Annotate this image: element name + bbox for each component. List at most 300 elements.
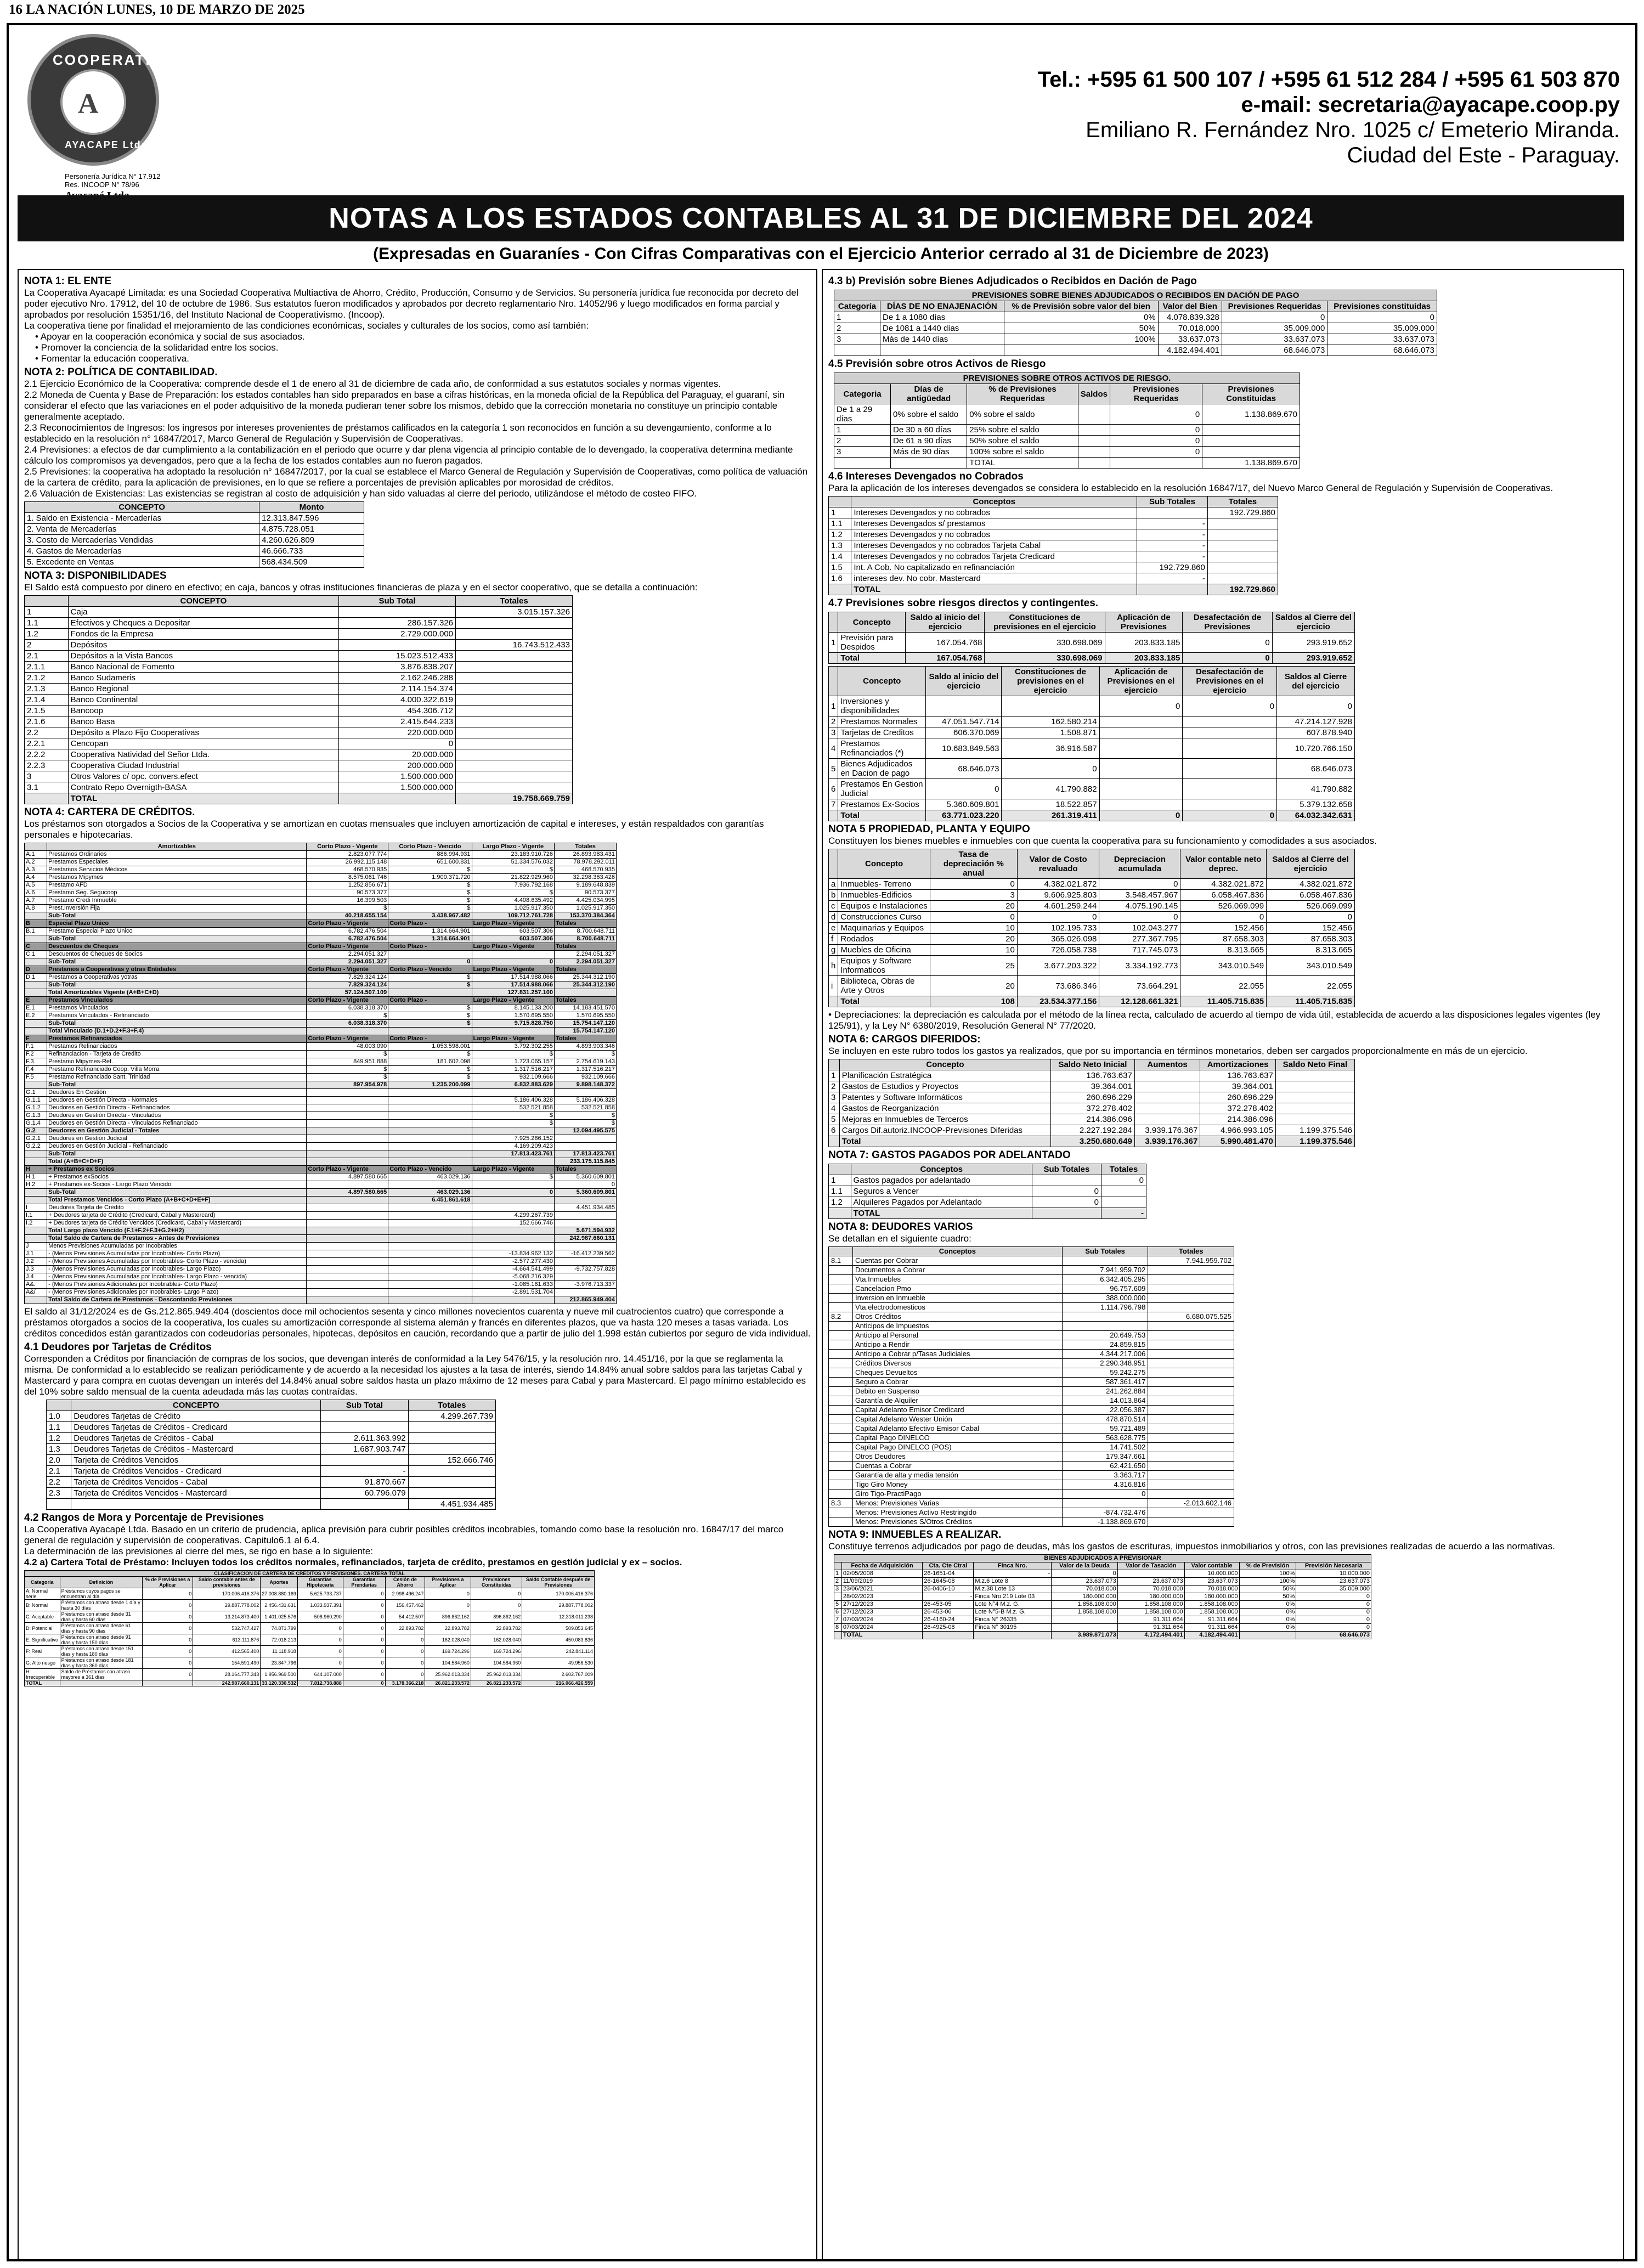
table-cell: Banco Continental [68,695,338,706]
table-cell [880,345,1004,356]
table-cell: 11/09/2019 [841,1578,922,1586]
table-cell: 4.897.580.665 [307,1174,388,1181]
table-cell: 6.832.883.629 [472,1081,554,1089]
table-cell: Finca N° 30195 [974,1624,1052,1632]
table-cell [321,1499,408,1510]
table-row [829,633,1355,653]
table-cell: Cheques Devueltos [852,1368,1062,1378]
table-cell: Total Saldo de Cartera de Prestamos - Descontando Previsiones [47,1296,307,1304]
table-header-row [834,384,1300,404]
column-header: Constituciones de previsiones en el ejercicio [1002,667,1099,696]
column-header: Totales [1101,1164,1146,1175]
table-cell: Prestamo Refinanciado Coop. Villa Morra [47,1066,307,1074]
table-cell: 9.606.925.803 [1017,890,1099,901]
table-row [25,1680,595,1686]
table-cell [472,1204,554,1212]
table-cell: 17.514.988.066 [472,981,554,989]
table-cell: 0 [343,1588,385,1600]
table-cell: 10.683.849.563 [926,738,1002,759]
table-cell [1275,1081,1354,1092]
table-cell: 6 [829,779,838,799]
table-cell: A.4 [25,874,47,882]
table-cell [388,1250,472,1258]
table-cell [1148,1331,1234,1340]
table-cell: - [974,1570,1052,1578]
table-cell: TOTAL [851,584,1137,595]
table-cell: - [1101,1208,1146,1219]
table-cell: 90.573.377 [555,889,617,897]
table-cell [1099,799,1183,810]
table-cell: Capital Adelanto Emisor Credicard [852,1406,1062,1415]
table-cell: 26-4160-24 [923,1616,974,1624]
table-cell [307,1250,388,1258]
table-cell [307,1150,388,1158]
column-header [829,849,838,879]
table-cell: 1.687.903.747 [321,1444,408,1455]
table-cell: 1. Saldo en Existencia - Mercaderías [25,513,259,524]
table-row [25,1104,617,1112]
table-cell: Total [838,653,906,664]
column-header: % de Previsiones a Aplicar [143,1577,193,1588]
table-cell [25,1197,47,1204]
table-cell: Finca Nro.219 Lote 03 [974,1593,1052,1601]
table-row [829,1434,1234,1443]
table-cell: 260.696.229 [1200,1092,1276,1103]
table-row [25,920,617,928]
table-cell [388,1296,472,1304]
table-cell: 5. Excedente en Ventas [25,557,259,568]
column-header: Totales [1148,1247,1234,1256]
table-cell [1137,507,1208,518]
table-cell [388,1143,472,1150]
table-cell: + Prestamos exSocios [47,1174,307,1181]
table-cell: De 61 a 90 días [891,436,967,447]
table-row [829,1378,1234,1387]
table-cell: 22.055 [1180,976,1267,996]
table-row [829,1266,1234,1275]
note-4-1-text: Corresponden a Créditos por financiación de compras de los socios, que devengan interés de conformidad a la Ley 5476/15, y la resolución nro. 14.451/16, por la que se reglamenta la misma. De conformidad a lo establecido se realizan periódicamente y de acuerdo a la necesidad los ajustes a la tasa de interés, siendo 14.84% anual sobre saldos para las tarjetas Cabal y Mastercard y para compra en cuotas devengan un interés del 14.84% anual sobre saldos hasta un plazo máximo de 12 meses para Cabal y para Mastercard. El pago mínimo establecido es del 10% sobre saldo mensual de la cuenta adeudada más las cuotas contraídas. [24,1353,806,1397]
table-cell [829,1480,853,1490]
table-cell: Deudores en Gestión Directa - Normales [47,1097,307,1104]
table-cell: 26-453-05 [923,1601,974,1609]
table-cell: 7 [834,1616,842,1624]
table-cell: Alquileres Pagados por Adelantado [851,1197,1032,1208]
table-cell: 2.2 [47,1477,71,1488]
table-cell: Deudores Tarjetas de Crédito [71,1411,321,1422]
table-cell: Prestamos Ex-Socios [838,799,926,810]
table-cell [555,1135,617,1143]
table-cell: 102.043.277 [1099,923,1180,934]
table-cell: 39.364.001 [1200,1081,1276,1092]
table-cell [388,1212,472,1220]
gastos-adelantados-table [828,1164,1146,1219]
table-row [25,662,573,673]
phone-numbers: Tel.: +595 61 500 107 / +595 61 512 284 / +595 61 503 870 [1037,67,1620,92]
table-cell: Seguro a Cobrar [852,1378,1062,1387]
table-cell: 59.721.489 [1062,1424,1148,1434]
table-cell [456,684,573,695]
column-header: Saldo al inicio del ejercicio [906,612,985,633]
table-cell [1099,727,1183,738]
table-cell: 4.075.190.145 [1099,901,1180,912]
table-cell: $ [388,1020,472,1028]
table-cell [829,1322,853,1331]
table-cell: A.5 [25,882,47,889]
table-cell: 1.3 [829,540,851,551]
table-cell: 25.344.312.190 [555,974,617,981]
table-cell: 78.978.292.011 [555,859,617,866]
table-cell: 7.936.792.168 [472,882,554,889]
table-row [834,404,1300,425]
table-cell: 96.757.609 [1062,1284,1148,1294]
table-cell: I.2 [25,1220,47,1227]
table-cell: 20 [930,934,1017,945]
table-cell: Intereses Devengados y no cobrados [851,507,1137,518]
table-cell: 91.870.667 [321,1477,408,1488]
table-row [829,1275,1234,1284]
column-header: Valor de Tasación [1117,1562,1184,1570]
table-row [47,1477,496,1488]
table-cell [1110,458,1202,469]
column-header [25,596,69,607]
table-cell: 4.299.267.739 [472,1212,554,1220]
table-cell [1183,759,1277,779]
table-cell: 33.637.073 [1222,334,1327,345]
table-row [829,573,1278,584]
table-cell [1148,1303,1234,1312]
table-cell: 7.829.324.124 [307,981,388,989]
table-cell: 2.2 [25,727,69,738]
column-header: Aportes [261,1577,298,1588]
table-cell: A.8 [25,905,47,912]
table-cell: Banco Sudameris [68,673,338,684]
table-cell: Corto Plazo - Vigente [307,1166,388,1174]
table-cell: 0 [1101,1175,1146,1186]
table-cell: 41.790.882 [1277,779,1355,799]
table-cell: Deudores Tarjetas de Créditos - Mastercard [71,1444,321,1455]
table-row [25,1174,617,1181]
table-cell: Inmuebles-Edificios [838,890,930,901]
table-cell: 4.966.993.105 [1200,1125,1276,1136]
newspaper-masthead: 16 LA NACIÓN LUNES, 10 DE MARZO DE 2025 [9,2,305,17]
table-caption: PREVISIONES SOBRE OTROS ACTIVOS DE RIESGO. [834,373,1300,384]
table-cell: $ [388,1066,472,1074]
table-row [47,1455,496,1466]
table-cell [388,1266,472,1273]
table-cell: Otros Deudores [852,1452,1062,1462]
note-2-paragraph: 2.2 Moneda de Cuenta y Base de Preparación: los estados contables han sido preparados en base a cifras históricas, en la moneda oficial de la República del Paraguay, el guaraní, sin considerar el efecto que las variaciones en el poder adquisitivo de la moneda pudieran tener sobre los mismos, debido que la corrección monetaria no constituye un principio contable generalmente aceptado. [24,390,785,422]
table-cell: 180.000.000 [1117,1593,1184,1601]
table-cell: 26-1651-04 [923,1570,974,1578]
table-cell: - (Menos Previsiones Adicionales por Incobrables- Corto Plazo) [47,1281,307,1289]
table-cell: Deudores en Gestión Directa - Vinculados Refinanciado [47,1120,307,1127]
table-row [834,425,1300,436]
table-cell: 0 [1183,696,1277,716]
table-cell: 11.118.918 [261,1646,298,1657]
table-cell: 508.960.290 [297,1611,343,1623]
table-cell [1183,727,1277,738]
table-row [25,1646,595,1657]
table-cell: Cuentas por Cobrar [852,1256,1062,1266]
table-cell: 1.025.917.350 [472,905,554,912]
table-cell: Lote N°5-B M.z. G. [974,1609,1052,1616]
table-cell: $ [555,1112,617,1120]
column-header: Largo Plazo - Vigente [472,843,554,851]
table-row [47,1466,496,1477]
table-cell: 2.1 [25,651,69,662]
table-row [25,1289,617,1296]
table-row [834,323,1437,334]
table-cell: 70.018.000 [1158,323,1222,334]
note-1-heading: NOTA 1: EL ENTE [24,275,112,287]
table-cell [1148,1415,1234,1424]
table-cell: Biblioteca, Obras de Arte y Otros [838,976,930,996]
table-cell: 10.720.766.150 [1277,738,1355,759]
table-cell: 154.591.490 [193,1657,261,1669]
table-cell: 49.956.530 [522,1657,595,1669]
table-row [829,1499,1234,1508]
table-cell: 15.754.147.120 [555,1028,617,1035]
table-row [829,696,1355,716]
table-cell: 20.000.000 [339,749,456,760]
tarjetas-table [46,1400,496,1510]
table-cell [1099,716,1183,727]
table-cell: 0 [385,1634,425,1646]
table-cell: 6.038.318.370 [307,1020,388,1028]
table-cell [1062,1499,1148,1508]
column-header: Conceptos [852,1247,1062,1256]
table-cell: Depósito a Plazo Fijo Cooperativas [68,727,338,738]
table-cell: Préstamos con atraso desde 1 día y hasta 30 días [60,1600,143,1611]
table-row [834,1632,1371,1639]
table-cell: 90.573.377 [307,889,388,897]
table-cell [829,1284,853,1294]
table-cell [1134,1092,1200,1103]
table-cell: 3.876.838.207 [339,662,456,673]
table-cell: $ [388,1051,472,1058]
table-cell: 509.853.645 [522,1623,595,1634]
table-cell [388,1089,472,1097]
table-cell: 5.360.609.801 [555,1174,617,1181]
table-cell: -1.138.869.670 [1062,1517,1148,1527]
table-cell: 0 [343,1600,385,1611]
table-row [25,1020,617,1028]
table-cell: 242.987.660.131 [555,1235,617,1243]
table-cell [1099,759,1183,779]
table-cell: Préstamos con atraso desde 61 días y hasta 90 días [60,1623,143,1634]
table-row [25,1669,595,1680]
table-cell: 0 [297,1646,343,1657]
table-cell: 1.401.025.576 [261,1611,298,1623]
table-cell: 6.038.318.370 [307,1005,388,1012]
table-cell: Int. A Cob. No capitalizado en refinanciación [851,562,1137,573]
table-cell: Prestamos a Cooperativas y otras Entidades [47,966,307,974]
table-cell: J.3 [25,1266,47,1273]
table-row [25,771,573,782]
table-cell [321,1422,408,1433]
table-cell [1148,1322,1234,1331]
table-cell: 3.548.457.967 [1099,890,1180,901]
table-cell [1148,1490,1234,1499]
left-column [18,269,817,2260]
table-cell: Totales [555,943,617,951]
table-cell: 22.893.782 [425,1623,471,1634]
table-cell [1148,1340,1234,1350]
table-cell: 0 [1277,696,1355,716]
table-cell: 8.145.133.200 [472,1005,554,1012]
table-cell: Tigo Giro Money [852,1480,1062,1490]
table-row [25,989,617,997]
table-cell: Tarjeta de Créditos Vencidos [71,1455,321,1466]
table-cell: Corto Plazo - [388,997,472,1005]
table-cell: Equipos e Instalaciones [838,901,930,912]
table-cell: 2.2.3 [25,760,69,771]
column-header: Totales [555,843,617,851]
table-cell: Cargos Dif.autoriz.INCOOP-Previsiones Diferidas [839,1125,1050,1136]
table-cell: Capital Pago DINELCO (POS) [852,1443,1062,1452]
table-cell: 1.858.108.000 [1117,1601,1184,1609]
table-cell: -4.664.541.499 [472,1266,554,1273]
column-header: Saldos al Cierre del ejercicio [1277,667,1355,696]
table-cell [60,1680,143,1686]
table-cell: 11.405.715.835 [1180,996,1267,1007]
table-cell: Giro Tigo-PractiPago [852,1490,1062,1499]
table-cell: TOTAL [841,1632,922,1639]
table-cell: 6.451.861.618 [388,1197,472,1204]
table-cell: 0 [1110,425,1202,436]
table-cell: Prestamo Especial Plazo Unico [47,928,307,935]
table-cell: 4 [829,738,838,759]
table-cell: 0 [1110,447,1202,458]
table-cell: Prestamo Credi Inmueble [47,897,307,905]
table-cell: 162.028.040 [425,1634,471,1646]
table-cell [829,1396,853,1406]
table-cell: 1.3 [47,1444,71,1455]
table-cell: 32.298.363.426 [555,874,617,882]
note-2-paragraph: 2.3 Reconocimientos de Ingresos: los ingresos por intereses provenientes de préstamos calificados en la categoría 1 son reconocidos en función a su devengamiento, conforme a lo establecido en la resolución n° 16847/2017, Marco General de Regulación y Supervisión de Cooperativas. [24,422,772,444]
table-cell: 463.029.136 [388,1174,472,1181]
table-cell: 1.025.917.350 [555,905,617,912]
table-cell: 0 [471,1588,522,1600]
table-cell [1078,447,1110,458]
table-cell: 0 [425,1588,471,1600]
table-row [25,651,573,662]
table-cell: M.z.6 Lote 8 [974,1578,1052,1586]
table-row [829,551,1278,562]
table-cell: TOTAL [68,793,338,804]
table-cell: 0 [471,1600,522,1611]
table-cell: $ [388,866,472,874]
table-cell: $ [388,974,472,981]
table-cell: $ [472,889,554,897]
table-cell: H: Irrecuperable [25,1669,60,1680]
table-cell [1148,1406,1234,1415]
table-cell: 3. Costo de Mercaderías Vendidas [25,535,259,546]
table-cell: 1.2 [829,529,851,540]
table-cell: 0 [143,1634,193,1646]
table-cell: 26-453-06 [923,1609,974,1616]
table-cell [1148,1387,1234,1396]
table-cell: 2.415.644.233 [339,716,456,727]
table-cell: Finca N° 26335 [974,1616,1052,1624]
table-cell: 0 [472,1189,554,1197]
table-cell: 100% [1004,334,1158,345]
table-row [829,1208,1146,1219]
table-cell: 563.628.775 [1062,1434,1148,1443]
table-row [25,1150,617,1158]
table-cell [1002,696,1099,716]
table-cell: A.3 [25,866,47,874]
column-header: Cesión de Ahorro [385,1577,425,1588]
table-cell: 63.771.023.220 [926,810,1002,821]
table-row [25,1081,617,1089]
table-cell: 1.723.065.157 [472,1058,554,1066]
table-cell: 4.182.494.401 [1158,345,1222,356]
table-cell: 51.334.576.032 [472,859,554,866]
table-cell [1148,1378,1234,1387]
column-header: Previsiones a Aplicar [425,1577,471,1588]
note-1-text-2: La cooperativa tiene por finalidad el mejoramiento de las condiciones económicas, sociales y culturales de los socios, como así también: [24,320,589,331]
table-row [25,1273,617,1281]
table-row [25,749,573,760]
table-cell: C.1 [25,951,47,958]
table-cell [1239,1632,1296,1639]
table-row [25,1058,617,1066]
table-cell: -16.412.239.562 [555,1250,617,1258]
column-header [829,667,838,696]
table-cell [388,1235,472,1243]
table-cell: 8.700.648.711 [555,935,617,943]
table-cell [388,1120,472,1127]
table-cell: 87.658.303 [1267,934,1355,945]
table-cell: Capital Pago DINELCO [852,1434,1062,1443]
table-cell: -1.085.181.633 [472,1281,554,1289]
table-row [25,1120,617,1127]
table-cell: 1.1 [829,1186,851,1197]
table-cell [829,1266,853,1275]
table-row [834,1616,1371,1624]
table-cell: 156.457.462 [385,1600,425,1611]
table-cell: 68.646.073 [1222,345,1327,356]
table-cell: 2.162.246.288 [339,673,456,684]
table-cell [834,1593,842,1601]
table-cell: 1.508.871 [1002,727,1099,738]
column-header [25,843,47,851]
table-cell [555,1289,617,1296]
table-cell [388,1150,472,1158]
table-row [829,1081,1355,1092]
table-cell [25,1189,47,1197]
table-row [25,1204,617,1212]
table-cell: 0 [1296,1624,1371,1632]
table-cell: 14.013.864 [1062,1396,1148,1406]
table-cell [1134,1081,1200,1092]
table-cell: 0 [1110,404,1202,425]
table-cell: 1.053.598.001 [388,1043,472,1051]
note-8-heading: NOTA 8: DEUDORES VARIOS [828,1221,973,1233]
table-row [25,851,617,859]
table-cell: 60.796.079 [321,1488,408,1499]
table-cell [1275,1092,1354,1103]
column-header: CONCEPTO [68,596,338,607]
table-cell: 109.712.761.728 [472,912,554,920]
table-cell: 16.743.512.433 [456,640,573,651]
table-header-row [25,843,617,851]
table-cell: 22.893.782 [385,1623,425,1634]
table-cell: 242.987.660.131 [193,1680,261,1686]
table-cell: E.1 [25,1005,47,1012]
table-cell: 26.821.233.572 [425,1680,471,1686]
